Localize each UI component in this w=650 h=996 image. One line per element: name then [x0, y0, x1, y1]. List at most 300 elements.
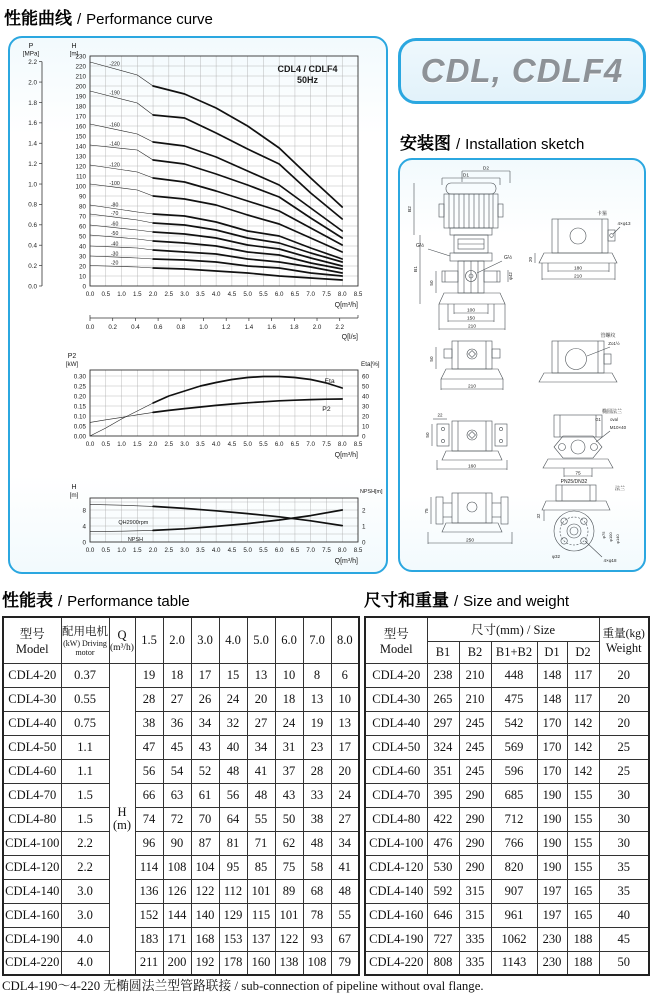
head-value-cell: 61 — [191, 783, 219, 807]
svg-text:2.0: 2.0 — [28, 79, 37, 87]
size-value-cell: 290 — [459, 807, 491, 831]
motor-kw-cell: 4.0 — [61, 927, 109, 951]
performance-curves-chart — [12, 40, 386, 570]
size-value-cell: 117 — [567, 663, 599, 687]
size-value-cell: 188 — [567, 927, 599, 951]
model-cell: CDL4-40 — [3, 711, 61, 735]
motor-kw-cell: 0.55 — [61, 687, 109, 711]
weight-cell: 20 — [599, 711, 649, 735]
size-value-cell: 165 — [567, 879, 599, 903]
model-cell: CDL4-220 — [3, 951, 61, 975]
head-value-cell: 37 — [275, 759, 303, 783]
svg-text:4.5: 4.5 — [227, 547, 237, 554]
head-value-cell: 45 — [163, 735, 191, 759]
dim-22-label: 22 — [437, 412, 443, 418]
svg-text:-160: -160 — [109, 122, 120, 129]
size-value-cell: 190 — [537, 831, 567, 855]
svg-text:7.0: 7.0 — [306, 547, 316, 554]
svg-text:2.2: 2.2 — [335, 324, 345, 331]
svg-text:P2: P2 — [322, 406, 331, 413]
svg-text:0.2: 0.2 — [28, 262, 37, 270]
head-value-cell: 144 — [163, 903, 191, 927]
head-value-cell: 52 — [191, 759, 219, 783]
weight-cell: 30 — [599, 831, 649, 855]
svg-text:1.8: 1.8 — [290, 324, 299, 331]
weight-cell: 25 — [599, 759, 649, 783]
model-cell: CDL4-140 — [3, 879, 61, 903]
head-value-cell: 10 — [331, 687, 359, 711]
svg-text:H: H — [71, 484, 77, 491]
size-table-row — [365, 927, 649, 951]
head-value-cell: 20 — [247, 687, 275, 711]
head-value-cell: 72 — [163, 807, 191, 831]
dim-column-header: D2 — [567, 641, 599, 663]
size-value-cell: 190 — [537, 807, 567, 831]
bolts-4x18-label: 4×φ18 — [603, 558, 617, 563]
thread-size-label: Zo1½ — [608, 341, 620, 346]
bolts-4x13-label: 4×φ13 — [617, 221, 631, 226]
size-value-cell: 142 — [567, 735, 599, 759]
head-value-cell: 68 — [303, 879, 331, 903]
g-half-lower-label: G½ — [503, 255, 513, 261]
motor-kw-cell: 0.75 — [61, 711, 109, 735]
head-value-cell: 32 — [219, 711, 247, 735]
svg-text:0.20: 0.20 — [73, 393, 86, 401]
dim-210-label: 210 — [467, 324, 477, 330]
svg-text:QH2900rpm: QH2900rpm — [118, 520, 149, 526]
size-value-cell: 265 — [427, 687, 459, 711]
svg-text:6.5: 6.5 — [290, 441, 300, 448]
svg-text:1.6: 1.6 — [267, 324, 276, 331]
head-value-cell: 20 — [331, 759, 359, 783]
model-cell: CDL4-50 — [3, 735, 61, 759]
weight-cell: 35 — [599, 879, 649, 903]
svg-text:7.0: 7.0 — [306, 291, 316, 298]
motor-kw-cell: 3.0 — [61, 903, 109, 927]
size-value-cell: 190 — [537, 855, 567, 879]
head-value-cell: 24 — [275, 711, 303, 735]
svg-text:130: 130 — [75, 153, 86, 161]
head-value-cell: 15 — [219, 663, 247, 687]
head-value-cell: 27 — [247, 711, 275, 735]
q-column-header: 4.0 — [219, 617, 247, 663]
model-cell: CDL4-30 — [365, 687, 427, 711]
svg-text:8.5: 8.5 — [353, 547, 363, 554]
svg-text:7.5: 7.5 — [322, 441, 331, 448]
motor-kw-cell: 1.1 — [61, 759, 109, 783]
head-value-cell: 6 — [331, 663, 359, 687]
svg-text:3.0: 3.0 — [180, 441, 189, 448]
svg-text:0.0: 0.0 — [85, 324, 95, 331]
svg-text:0.8: 0.8 — [176, 324, 186, 331]
motor-kw-cell: 1.1 — [61, 735, 109, 759]
svg-text:1.0: 1.0 — [117, 547, 126, 554]
weight-cell: 20 — [599, 663, 649, 687]
head-value-cell: 23 — [303, 735, 331, 759]
svg-text:-190: -190 — [109, 90, 120, 97]
svg-text:120: 120 — [75, 163, 86, 171]
svg-text:0.4: 0.4 — [131, 324, 140, 331]
flange-label: 法兰 — [614, 486, 626, 492]
size-table-row — [365, 663, 649, 687]
head-value-cell: 168 — [191, 927, 219, 951]
head-value-cell: 19 — [135, 663, 163, 687]
model-cell: CDL4-50 — [365, 735, 427, 759]
heading-separator: / — [77, 11, 82, 28]
head-value-cell: 10 — [275, 663, 303, 687]
head-value-cell: 48 — [219, 759, 247, 783]
performance-table-row — [3, 807, 359, 831]
motor-kw-cell: 0.37 — [61, 663, 109, 687]
size-value-cell: 197 — [537, 879, 567, 903]
base-front-view — [429, 341, 503, 390]
performance-table-row — [3, 951, 359, 975]
weight-cell: 40 — [599, 903, 649, 927]
performance-table — [2, 616, 360, 976]
svg-text:-20: -20 — [110, 260, 119, 267]
installation-sketch-heading — [400, 129, 584, 154]
performance-table-row — [3, 663, 359, 687]
size-weight-heading-zh: 尺寸和重量 — [364, 591, 449, 610]
svg-text:0.0: 0.0 — [85, 547, 95, 554]
svg-text:2.5: 2.5 — [164, 441, 174, 448]
g-half-upper-label: G½ — [415, 243, 425, 249]
head-value-cell: 178 — [219, 951, 247, 975]
head-value-cell: 19 — [303, 711, 331, 735]
svg-text:1.5: 1.5 — [132, 547, 142, 554]
motor-kw-cell: 4.0 — [61, 951, 109, 975]
q-column-header: 8.0 — [331, 617, 359, 663]
svg-text:110: 110 — [75, 173, 86, 181]
svg-text:1.5: 1.5 — [132, 441, 142, 448]
dim-column-header: B2 — [459, 641, 491, 663]
svg-text:2.5: 2.5 — [164, 547, 174, 554]
svg-text:2: 2 — [362, 507, 366, 515]
head-value-cell: 63 — [163, 783, 191, 807]
svg-text:0.0: 0.0 — [85, 441, 95, 448]
head-value-cell: 71 — [247, 831, 275, 855]
head-value-cell: 93 — [303, 927, 331, 951]
head-value-cell: 34 — [191, 711, 219, 735]
model-cell: CDL4-30 — [3, 687, 61, 711]
head-value-cell: 192 — [191, 951, 219, 975]
head-value-cell: 18 — [163, 663, 191, 687]
size-table-header-row1 — [365, 617, 649, 641]
size-table-row — [365, 759, 649, 783]
svg-text:0: 0 — [82, 539, 86, 547]
svg-text:4.0: 4.0 — [211, 441, 221, 448]
size-value-cell: 170 — [537, 735, 567, 759]
head-value-cell: 13 — [247, 663, 275, 687]
svg-text:1.0: 1.0 — [28, 181, 37, 189]
svg-text:60: 60 — [362, 373, 370, 381]
svg-text:1.4: 1.4 — [244, 324, 254, 331]
size-table-row — [365, 879, 649, 903]
m10x40-label: M10×40 — [609, 425, 627, 430]
svg-text:2.0: 2.0 — [148, 441, 158, 448]
svg-text:Eta: Eta — [324, 378, 335, 385]
heading-separator: / — [58, 593, 63, 610]
size-value-cell: 395 — [427, 783, 459, 807]
head-value-cell: 108 — [303, 951, 331, 975]
performance-table-row — [3, 735, 359, 759]
performance-table-heading-zh: 性能表 — [2, 591, 53, 610]
size-value-cell: 907 — [491, 879, 537, 903]
svg-text:5.0: 5.0 — [243, 547, 252, 554]
size-value-cell: 155 — [567, 855, 599, 879]
dim-column-header: B1 — [427, 641, 459, 663]
svg-text:0.10: 0.10 — [73, 413, 86, 421]
head-value-cell: 40 — [219, 735, 247, 759]
svg-text:8.0: 8.0 — [337, 547, 347, 554]
dim-150-label: 150 — [466, 316, 476, 322]
size-value-cell: 230 — [537, 951, 567, 975]
svg-text:10: 10 — [78, 273, 86, 281]
model-cell: CDL4-60 — [3, 759, 61, 783]
svg-text:0: 0 — [362, 539, 366, 547]
svg-text:70: 70 — [78, 213, 86, 221]
head-value-cell: 129 — [219, 903, 247, 927]
svg-text:-50: -50 — [110, 231, 119, 238]
svg-text:-30: -30 — [110, 251, 119, 258]
model-cell: CDL4-160 — [3, 903, 61, 927]
weight-cell: 30 — [599, 783, 649, 807]
svg-text:1.6: 1.6 — [28, 120, 37, 128]
size-value-cell: 230 — [537, 927, 567, 951]
svg-text:1.2: 1.2 — [28, 160, 37, 168]
dim-column-header: D1 — [537, 641, 567, 663]
svg-text:4.5: 4.5 — [227, 291, 237, 298]
head-value-cell: 43 — [275, 783, 303, 807]
size-table-row — [365, 687, 649, 711]
svg-text:[m]: [m] — [69, 492, 79, 499]
installation-heading-zh: 安装图 — [400, 134, 451, 153]
g1-label: G1 — [595, 417, 601, 422]
svg-text:100: 100 — [75, 183, 86, 191]
weight-cell: 35 — [599, 855, 649, 879]
size-value-cell: 335 — [459, 927, 491, 951]
oval-flange-face-view — [543, 408, 627, 477]
svg-text:2.0: 2.0 — [148, 547, 158, 554]
weight-cell: 45 — [599, 927, 649, 951]
heading-separator: / — [454, 593, 459, 610]
svg-text:-60: -60 — [110, 221, 119, 228]
installation-sketch-drawing — [406, 163, 638, 567]
svg-text:0.00: 0.00 — [73, 433, 86, 441]
svg-text:2.0: 2.0 — [312, 324, 322, 331]
svg-text:220: 220 — [75, 63, 86, 71]
svg-text:4.0: 4.0 — [211, 291, 221, 298]
dim-160-label: 160 — [467, 464, 477, 470]
head-value-cell: 33 — [303, 783, 331, 807]
performance-table-header-row — [3, 617, 359, 663]
svg-text:0.5: 0.5 — [101, 291, 111, 298]
svg-text:0.6: 0.6 — [153, 324, 163, 331]
svg-text:-100: -100 — [109, 180, 120, 187]
size-value-cell: 290 — [459, 783, 491, 807]
svg-text:[MPa]: [MPa] — [22, 50, 40, 58]
svg-text:30: 30 — [362, 403, 370, 411]
performance-curve-heading-en: Performance curve — [86, 11, 213, 28]
model-cell: CDL4-190 — [365, 927, 427, 951]
col-header-size: 尺寸(mm) / Size — [427, 617, 599, 641]
size-value-cell: 324 — [427, 735, 459, 759]
size-table-row — [365, 855, 649, 879]
brand-logo: CDL, CDLF4 — [420, 52, 624, 89]
weight-cell: 50 — [599, 951, 649, 975]
head-value-cell: 171 — [163, 927, 191, 951]
head-value-cell: 28 — [303, 759, 331, 783]
svg-text:80: 80 — [78, 203, 86, 211]
phi42-label: φ42 — [508, 272, 513, 280]
svg-text:60: 60 — [78, 223, 86, 231]
size-value-cell: 569 — [491, 735, 537, 759]
head-value-cell: 17 — [331, 735, 359, 759]
head-value-cell: 27 — [163, 687, 191, 711]
installation-sketch-panel — [398, 158, 646, 572]
svg-text:3.5: 3.5 — [196, 547, 205, 554]
svg-text:6.0: 6.0 — [274, 547, 284, 554]
model-cell: CDL4-80 — [3, 807, 61, 831]
svg-text:30: 30 — [78, 253, 86, 261]
head-value-cell: 137 — [247, 927, 275, 951]
svg-text:1.8: 1.8 — [28, 99, 37, 107]
svg-text:Eta[%]: Eta[%] — [361, 361, 380, 368]
size-value-cell: 351 — [427, 759, 459, 783]
head-value-cell: 78 — [303, 903, 331, 927]
size-value-cell: 210 — [459, 663, 491, 687]
head-value-cell: 104 — [191, 855, 219, 879]
size-value-cell: 315 — [459, 903, 491, 927]
round-flange-face-view — [536, 479, 625, 563]
brand-logo-box — [398, 38, 646, 104]
size-weight-heading-en: Size and weight — [463, 593, 570, 610]
head-value-cell: 122 — [275, 927, 303, 951]
svg-text:3.5: 3.5 — [196, 291, 205, 298]
size-weight-heading — [364, 586, 569, 611]
svg-text:0.5: 0.5 — [101, 441, 111, 448]
svg-text:4: 4 — [82, 523, 86, 531]
head-value-cell: 67 — [331, 927, 359, 951]
size-value-cell: 646 — [427, 903, 459, 927]
svg-text:1: 1 — [362, 523, 366, 531]
svg-text:4.0: 4.0 — [211, 547, 221, 554]
svg-text:6.5: 6.5 — [290, 291, 300, 298]
svg-text:2.5: 2.5 — [164, 291, 174, 298]
head-value-cell: 34 — [331, 831, 359, 855]
svg-text:1.4: 1.4 — [28, 140, 37, 148]
svg-text:0.0: 0.0 — [85, 291, 95, 298]
size-value-cell: 712 — [491, 807, 537, 831]
size-value-cell: 542 — [491, 711, 537, 735]
head-value-cell: 183 — [135, 927, 163, 951]
size-value-cell: 170 — [537, 711, 567, 735]
size-value-cell: 197 — [537, 903, 567, 927]
oval-flange-side-view — [425, 413, 507, 471]
svg-text:-120: -120 — [109, 162, 120, 169]
weight-cell: 20 — [599, 687, 649, 711]
svg-text:5.5: 5.5 — [259, 441, 268, 448]
svg-text:0.5: 0.5 — [101, 547, 111, 554]
phi100-label: φ100 — [608, 532, 613, 542]
size-value-cell: 335 — [459, 951, 491, 975]
size-table-row — [365, 711, 649, 735]
svg-text:NPSH: NPSH — [127, 536, 144, 543]
size-value-cell: 148 — [537, 663, 567, 687]
pump-elevation-view — [407, 166, 513, 331]
head-value-cell: 115 — [247, 903, 275, 927]
head-value-cell: 38 — [135, 711, 163, 735]
dim-20-label: 20 — [528, 256, 533, 263]
model-cell: CDL4-60 — [365, 759, 427, 783]
dn-flange-side-view — [424, 493, 512, 544]
dim-100-label: 100 — [466, 308, 476, 314]
model-cell: CDL4-160 — [365, 903, 427, 927]
svg-text:P: P — [28, 43, 34, 50]
svg-text:0.05: 0.05 — [73, 423, 86, 431]
svg-text:5.0: 5.0 — [243, 291, 252, 298]
installation-heading-en: Installation sketch — [465, 136, 585, 153]
svg-text:8.5: 8.5 — [353, 441, 363, 448]
head-value-cell: 114 — [135, 855, 163, 879]
svg-text:0.2: 0.2 — [108, 324, 118, 331]
head-value-cell: 75 — [275, 855, 303, 879]
svg-text:150: 150 — [75, 133, 86, 141]
motor-kw-cell: 1.5 — [61, 807, 109, 831]
svg-text:3.0: 3.0 — [180, 291, 189, 298]
q-column-header: 2.0 — [163, 617, 191, 663]
svg-text:210: 210 — [75, 73, 86, 81]
head-value-cell: 74 — [135, 807, 163, 831]
footnote: CDL4-190～4-220 无椭圆法兰型管路联接 / sub-connection of pipeline without oval flange. — [2, 979, 484, 993]
svg-text:-40: -40 — [110, 241, 119, 248]
size-value-cell: 190 — [537, 783, 567, 807]
col-header-q: Q (m³/h) — [109, 617, 135, 663]
performance-table-row — [3, 711, 359, 735]
head-value-cell: 31 — [275, 735, 303, 759]
head-value-cell: 87 — [191, 831, 219, 855]
dim-b2-label: B2 — [408, 206, 413, 212]
size-value-cell: 245 — [459, 735, 491, 759]
performance-table-row — [3, 831, 359, 855]
head-value-cell: 90 — [163, 831, 191, 855]
svg-text:6.0: 6.0 — [274, 441, 284, 448]
dim-32-label: 32 — [536, 513, 541, 519]
size-value-cell: 245 — [459, 711, 491, 735]
size-value-cell: 766 — [491, 831, 537, 855]
phi75-label: φ75 — [601, 531, 606, 539]
dim-50-v3-label: 50 — [425, 432, 430, 438]
dim-d2-label: D2 — [482, 166, 490, 172]
svg-text:3.5: 3.5 — [196, 441, 205, 448]
size-value-cell: 475 — [491, 687, 537, 711]
svg-text:0.8: 0.8 — [28, 201, 37, 209]
svg-text:0: 0 — [82, 283, 86, 291]
size-value-cell: 808 — [427, 951, 459, 975]
head-value-cell: 152 — [135, 903, 163, 927]
size-value-cell: 170 — [537, 759, 567, 783]
svg-text:170: 170 — [75, 113, 86, 121]
svg-text:Q[m³/h]: Q[m³/h] — [334, 302, 358, 309]
svg-text:-140: -140 — [109, 141, 120, 148]
head-value-cell: 55 — [331, 903, 359, 927]
svg-text:8.0: 8.0 — [337, 441, 347, 448]
svg-text:1.0: 1.0 — [199, 324, 208, 331]
motor-kw-cell: 2.2 — [61, 831, 109, 855]
size-value-cell: 155 — [567, 831, 599, 855]
head-value-cell: 62 — [275, 831, 303, 855]
svg-text:7.0: 7.0 — [306, 441, 316, 448]
